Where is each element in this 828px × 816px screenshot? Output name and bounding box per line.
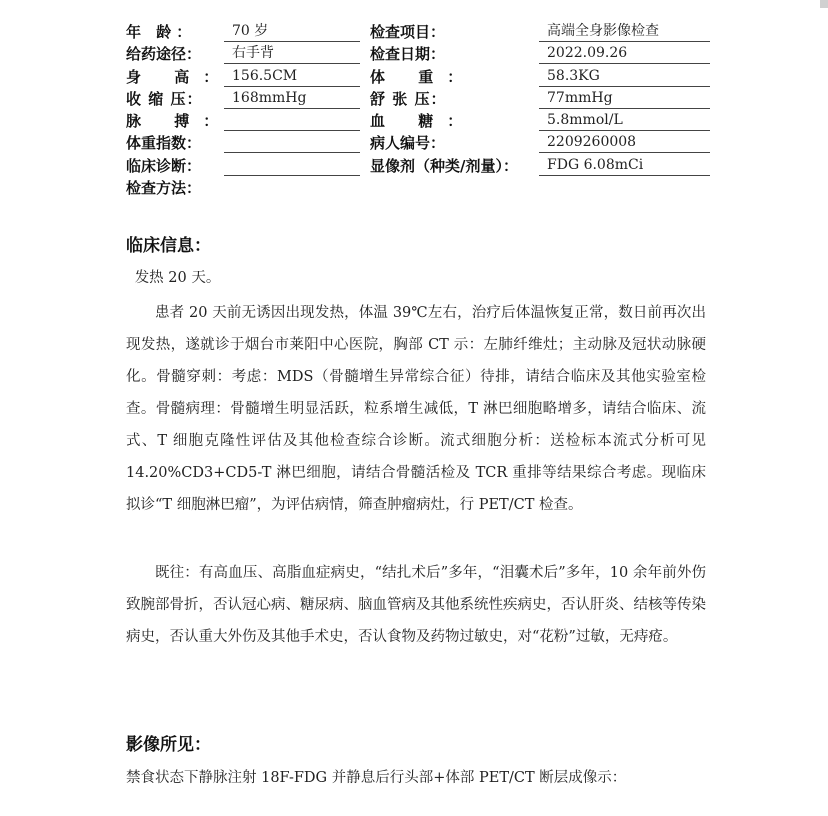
systolic-value: 168mmHg [224,88,360,109]
diastolic-value: 77mmHg [539,88,710,109]
bmi-value [224,132,360,153]
pulse-label: 脉 搏： [126,112,233,130]
patient-no-label: 病人编号： [370,134,446,152]
age-value: 70 岁 [224,21,360,42]
systolic-label: 收 缩 压： [126,90,203,108]
scrollbar-thumb[interactable] [820,0,828,8]
route-label: 给药途径： [126,45,202,63]
tracer-label: 显像剂（种类/剂量）： [370,157,518,175]
imaging-findings-intro: 禁食状态下静脉注射 18F-FDG 并静息后行头部+体部 PET/CT 断层成像示： [126,770,627,786]
diastolic-label: 舒 张 压： [370,90,447,108]
tracer-value: FDG 6.08mCi [539,155,710,176]
bmi-label: 体重指数： [126,134,202,152]
weight-value: 58.3KG [539,66,710,87]
clinical-info-title: 临床信息： [126,236,211,256]
clinical-info-history: 患者 20 天前无诱因出现发热，体温 39℃左右，治疗后体温恢复正常，数日前再次出现发热，遂就诊于烟台市莱阳中心医院，胸部 CT 示：左肺纤维灶；主动脉及冠状动脉硬化。骨髓穿刺：考虑：MDS（骨髓增生异常综合征）待排，请结合临床及其他实验室检查。骨髓病理：骨髓增生明显活跃，粒系增生减低，T 淋巴细胞略增多，请结合临床、流式、T 细胞克隆性评估及其他检查综合诊断。流式细胞分析：送检标本流式分析可见 14.20%CD3+CD5-T 淋巴细胞，请结合骨髓活检及 TCR 重排等结果综合考虑。现临床拟诊“T 细胞淋巴瘤”，为评估病情，筛查肿瘤病灶，行 PET/CT 检查。 [126,305,706,513]
route-value: 右手背 [224,43,360,64]
exam-item-label: 检查项目： [370,23,446,41]
method-label: 检查方法： [126,179,202,197]
pulse-value [224,110,360,131]
glucose-label: 血 糖： [370,112,477,130]
exam-date-value: 2022.09.26 [539,43,710,64]
clinical-dx-label: 临床诊断： [126,157,202,175]
glucose-value: 5.8mmol/L [539,110,710,131]
age-label: 年 龄： [126,23,197,41]
height-value: 156.5CM [224,66,360,87]
clinical-info-summary: 发热 20 天。 [134,270,221,286]
weight-label: 体 重： [370,68,477,86]
patient-no-value: 2209260008 [539,132,710,153]
imaging-findings-title: 影像所见： [126,735,211,755]
clinical-info-past-history: 既往：有高血压、高脂血症病史，“结扎术后”多年，“泪囊术后”多年，10 余年前外伤致腕部骨折，否认冠心病、糖尿病、脑血管病及其他系统性疾病史，否认肝炎、结核等传染病史，否认重大外伤及其他手术史，否认食物及药物过敏史，对“花粉”过敏，无痔疮。 [126,565,706,645]
height-label: 身 高： [126,68,233,86]
exam-date-label: 检查日期： [370,45,446,63]
clinical-dx-value [224,155,360,176]
exam-item-value: 高端全身影像检查 [539,21,710,42]
